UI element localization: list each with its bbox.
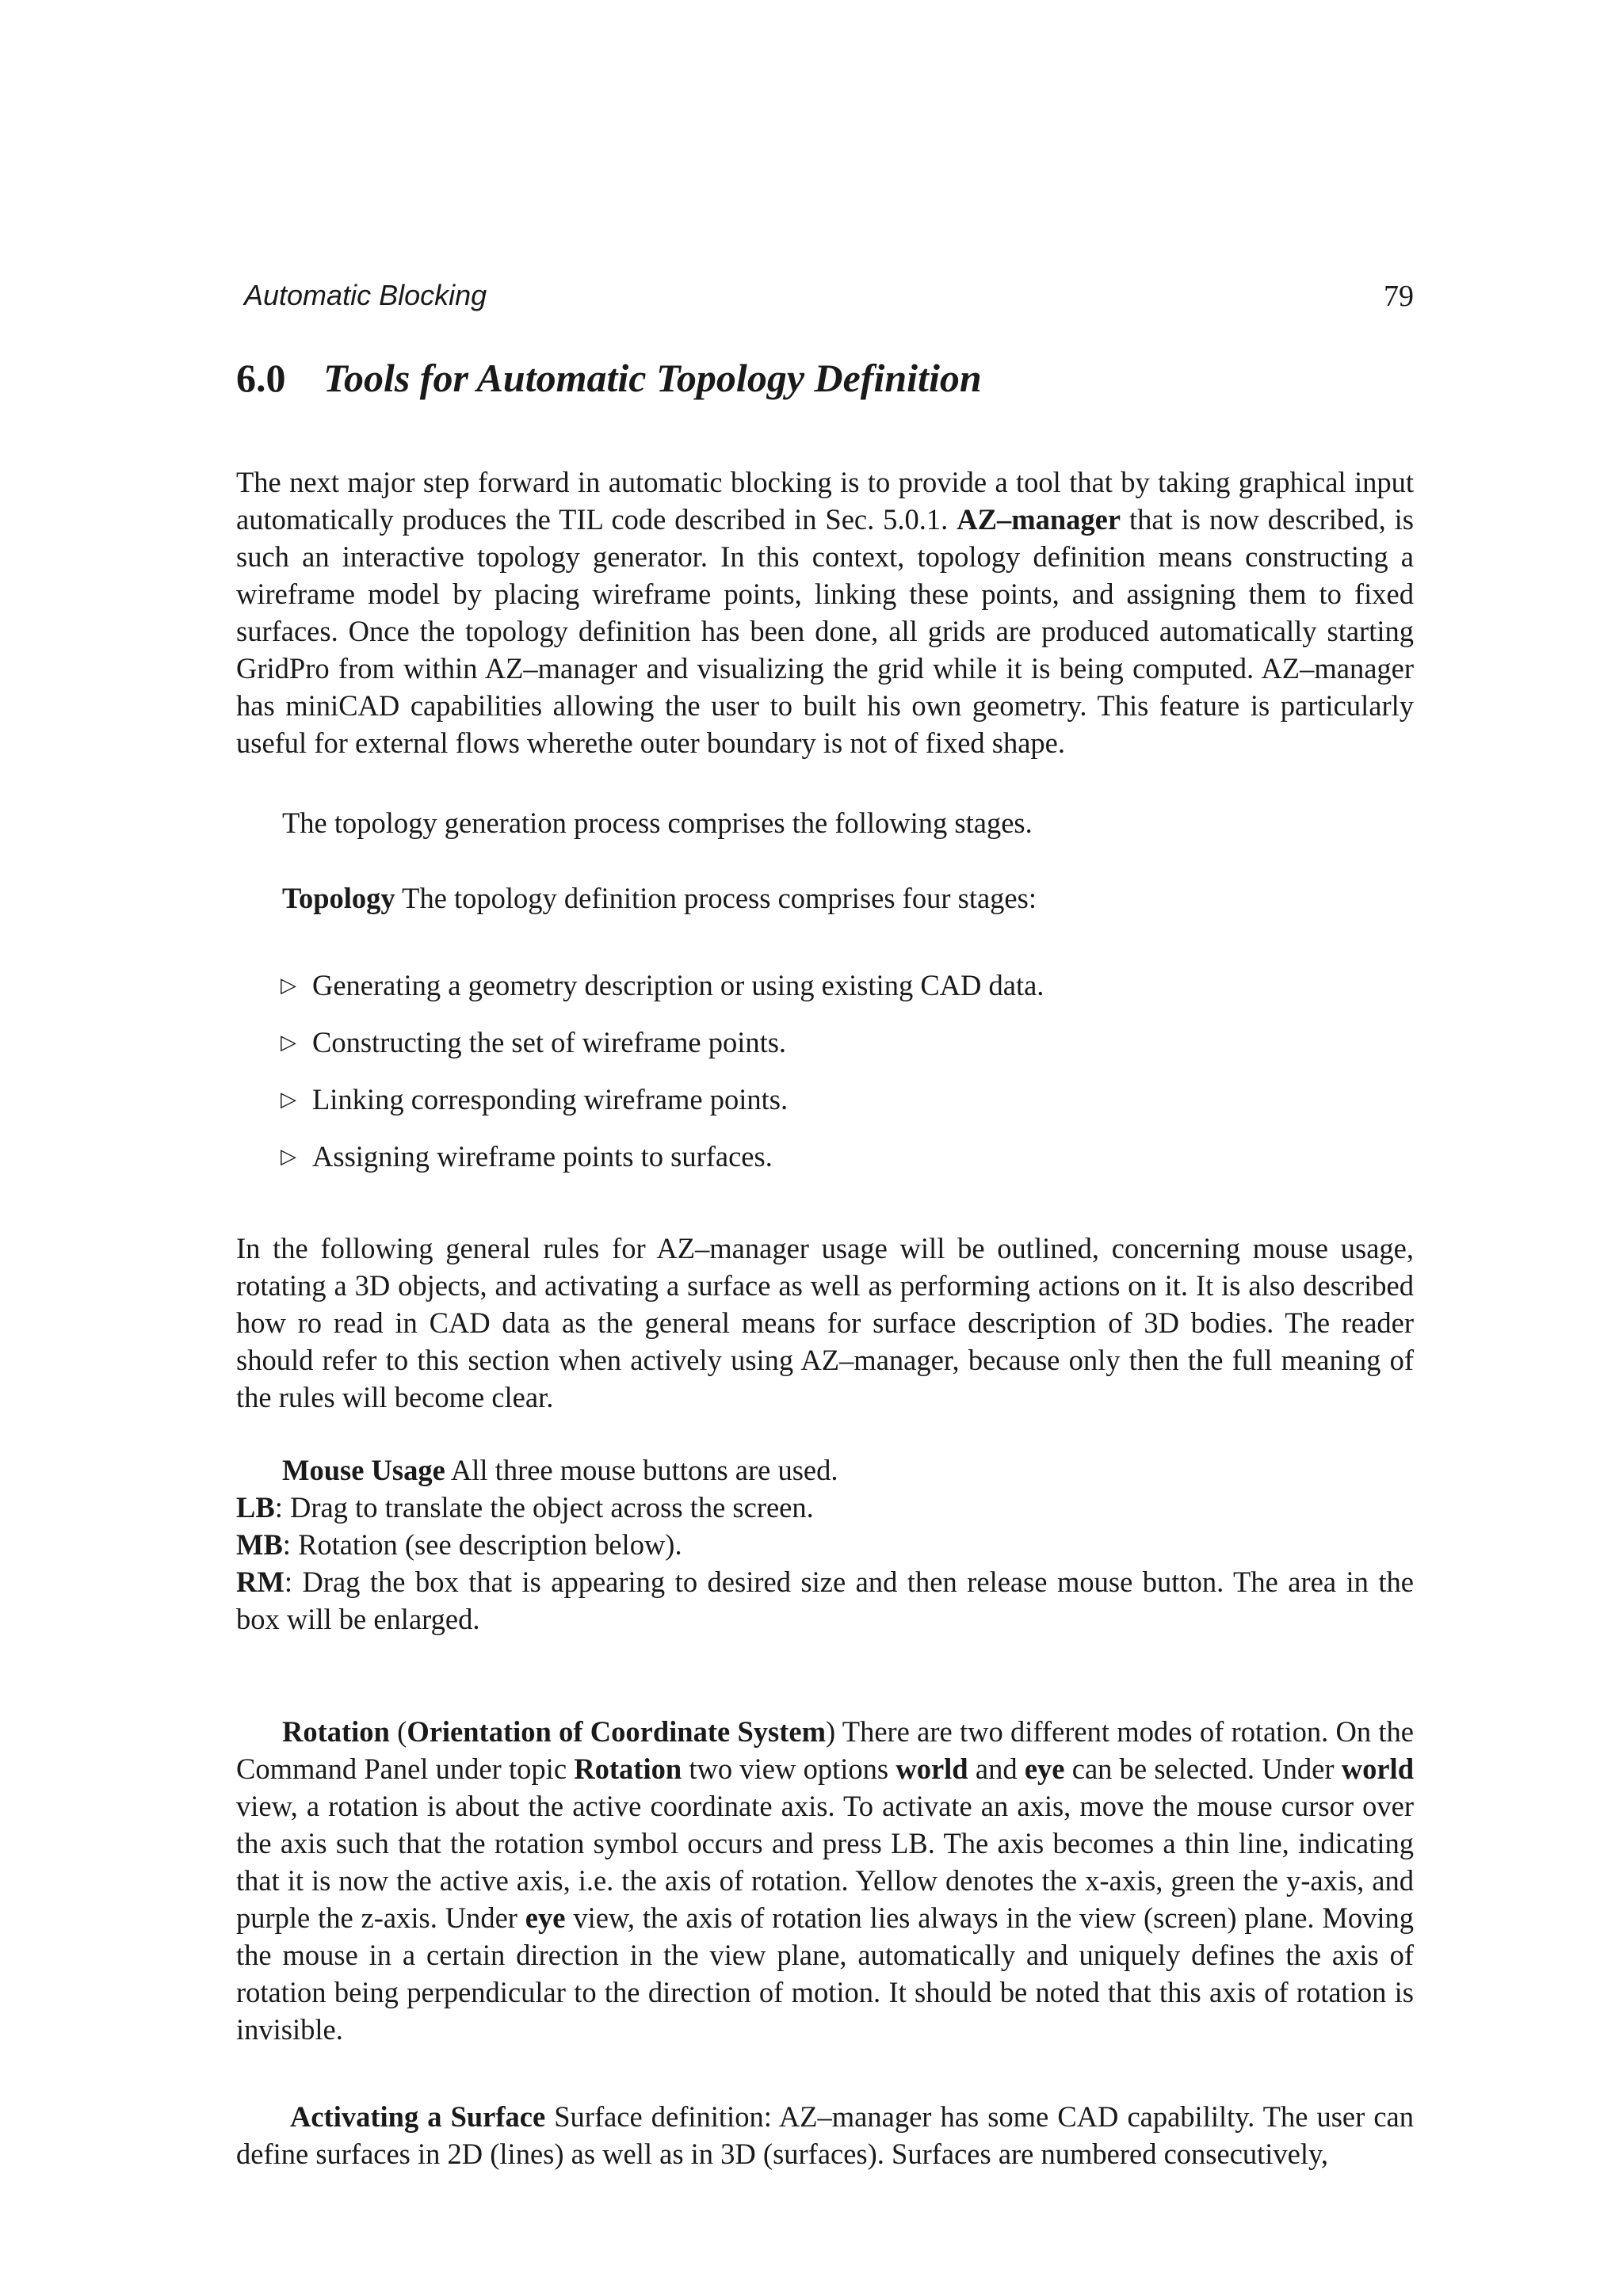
rm-line <box>236 1563 1414 1638</box>
rules-paragraph: In the following general rules for AZ–manager usage will be outlined, concerning mouse usage, rotating a 3D objects, and activating a surface as well as performing actions on it. It is also described how ro read in CAD data as the general means for surface description of 3D bodies. The reader should refer to this section when actively using AZ–manager, because only then the full meaning of the rules will become clear. <box>236 1232 1414 1413</box>
rotation-paragraph: Rotation (Orientation of Coordinate System) There are two different modes of rotation. On the Command Panel under topic Rotation two view options world and eye can be selected. Under world view, a rotation is about the active coordinate axis. To activate an axis, move the mouse cursor over the axis such that the rotation symbol occurs and press LB. The axis becomes a thin line, indicating that it is now the active axis, i.e. the axis of rotation. Yellow denotes the x-axis, green the y-axis, and purple the z-axis. Under eye view, the axis of rotation lies always in the view (screen) plane. Moving the mouse in a certain direction in the view plane, automatically and uniquely defines the axis of rotation being perpendicular to the direction of motion. It should be noted that this axis of rotation is invisible. <box>236 1715 1415 2046</box>
process-line: The topology generation process comprises the following stages. <box>282 807 1033 839</box>
rotation-label: Rotation <box>282 1715 390 1748</box>
lb-label: LB <box>236 1491 275 1524</box>
rotation-bold: world <box>896 1753 968 1785</box>
rotation-text: view, a rotation is about the active coordinate axis. To activate an axis, move the mouse cursor over the axis such that the rotation symbol occurs and press LB. The axis becomes a thin line, indicating that it is now the active axis, i.e. the axis of rotation. Yellow denotes the x-axis, green the y-axis, and purple the z-axis. Under <box>236 1790 1414 1934</box>
rotation-text: and <box>968 1753 1025 1785</box>
list-item-text: Constructing the set of wireframe points. <box>312 1026 787 1058</box>
rotation-text: can be selected. Under <box>1064 1753 1342 1785</box>
topology-text: The topology definition process comprises four stages: <box>395 882 1037 914</box>
mouse-usage-text: All three mouse buttons are used. <box>445 1454 838 1486</box>
mb-label: MB <box>236 1528 283 1561</box>
triangle-bullet-icon: ▷ <box>281 1145 296 1168</box>
topology-label: Topology <box>282 882 395 914</box>
mouse-usage-label: Mouse Usage <box>282 1454 445 1486</box>
section-title: Tools for Automatic Topology Definition <box>323 356 982 400</box>
intro-text-2: that is now described, is such an interactive topology generator. In this context, topology definition means constructing a wireframe model by placing wireframe points, linking these points, and assigning them to fixed surfaces. Once the topology definition has been done, all grids are produced automatically starting GridPro from within AZ–manager and visualizing the grid while it is being computed. AZ–manager has miniCAD capabilities allowing the user to built his own geometry. This feature is particularly useful for external flows wherethe outer boundary is not of fixed shape. <box>236 503 1414 759</box>
rotation-bold: eye <box>1024 1753 1065 1785</box>
list-item <box>281 967 1044 1024</box>
topology-paragraph <box>236 879 1414 917</box>
section-heading <box>236 355 982 401</box>
rm-text: : Drag the box that is appearing to desired size and then release mouse button. The area in the box will be enlarged. <box>236 1566 1414 1635</box>
list-item-text: Generating a geometry description or using existing CAD data. <box>312 969 1044 1001</box>
list-item <box>281 1024 1044 1081</box>
intro-bold-term: AZ–manager <box>957 503 1121 536</box>
mb-text: : Rotation (see description below). <box>282 1528 682 1561</box>
rotation-bold: eye <box>525 1901 566 1934</box>
rotation-bold: Rotation <box>574 1753 682 1785</box>
stages-list <box>281 967 1044 1195</box>
list-item-text: Linking corresponding wireframe points. <box>312 1083 789 1116</box>
intro-paragraph <box>236 463 1414 761</box>
list-item-text: Assigning wireframe points to surfaces. <box>312 1140 773 1173</box>
section-number: 6.0 <box>236 356 286 400</box>
rotation-bold: world <box>1341 1753 1414 1785</box>
running-title: Automatic Blocking <box>244 279 487 311</box>
lb-text: : Drag to translate the object across the screen. <box>274 1491 814 1524</box>
triangle-bullet-icon: ▷ <box>281 974 296 997</box>
triangle-bullet-icon: ▷ <box>281 1088 296 1111</box>
mouse-usage-line <box>236 1451 1414 1489</box>
rotation-paren-label: Orientation of Coordinate System <box>407 1715 826 1748</box>
list-item <box>281 1081 1044 1138</box>
activating-label: Activating a Surface <box>290 2100 546 2133</box>
running-header <box>244 279 1414 318</box>
list-item <box>281 1138 1044 1195</box>
rotation-text: There are two different modes of rotation. On the Command Panel under topic <box>236 1715 1415 1785</box>
mouse-usage-block <box>236 1451 1414 1638</box>
intro-text-1: The next major step forward in automatic blocking is to provide a tool that by taking graphical input automatically produces the TIL code described in Sec. 5.0.1. <box>236 466 1414 536</box>
rm-label: RM <box>236 1566 285 1598</box>
triangle-bullet-icon: ▷ <box>281 1031 296 1054</box>
rotation-text: two view options <box>682 1753 896 1785</box>
lb-line <box>236 1489 1414 1526</box>
mb-line <box>236 1526 1414 1563</box>
page-number: 79 <box>1384 280 1414 313</box>
activating-text: Surface definition: AZ–manager has some CAD capabililty. The user can define surfaces in 2D (lines) as well as in 3D (surfaces). Surfaces are numbered consecutively, <box>236 2100 1414 2170</box>
rotation-text: view, the axis of rotation lies always in the view (screen) plane. Moving the mouse in a certain direction in the view plane, automatically and uniquely defines the axis of rotation being perpendicular to the direction of motion. It should be noted that this axis of rotation is invisible. <box>236 1901 1415 2046</box>
activating-paragraph <box>236 2098 1414 2172</box>
